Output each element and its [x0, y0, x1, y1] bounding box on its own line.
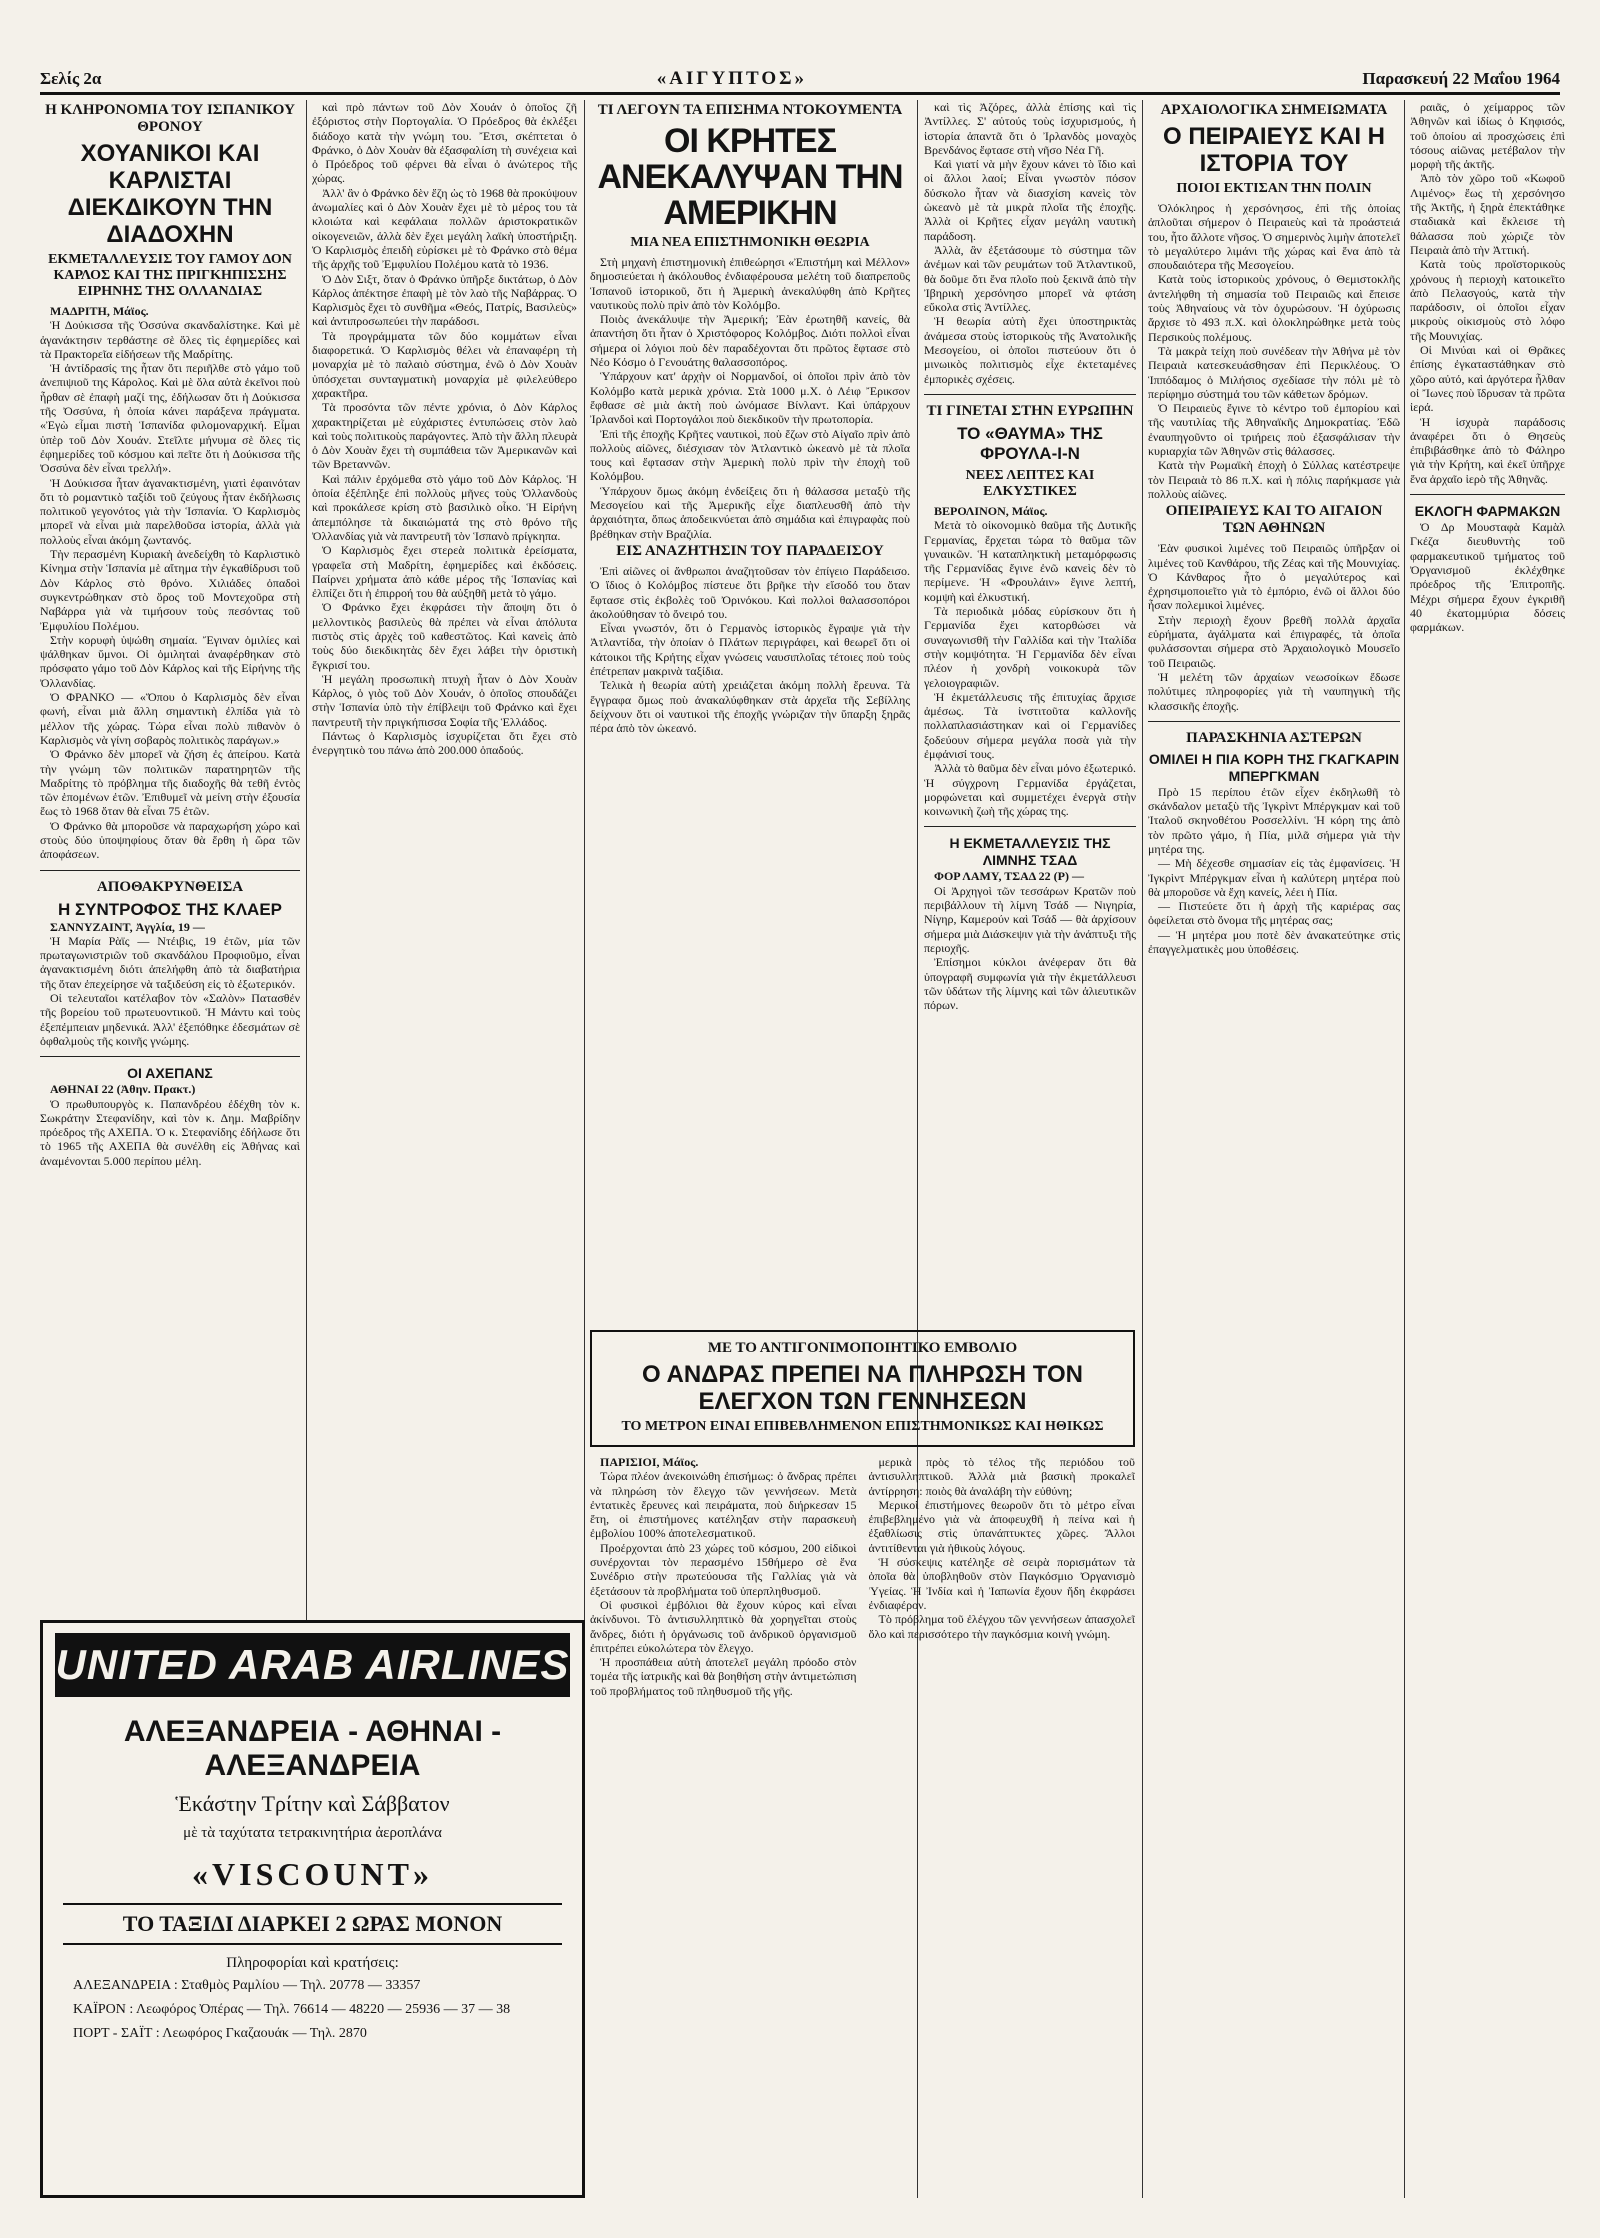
airline-logo: UNITED ARAB AIRLINES — [55, 1633, 570, 1697]
ad-duration: ΤΟ ΤΑΞΙΔΙ ΔΙΑΡΚΕΙ 2 ΩΡΑΣ ΜΟΝΟΝ — [63, 1903, 562, 1945]
paragraph: μερικὰ πρὸς τὸ τέλος τῆς περιόδου τοῦ ἀντισυλληπτικοῦ. Ἀλλὰ μιὰ βασικὴ προκαλεῖ ἀντίρρηση: ποιὸς θὰ ἀναλάβη τὴν εὐθύνη; — [868, 1455, 1135, 1498]
divider — [924, 394, 1136, 395]
paragraph: Οἱ Ἀρχηγοὶ τῶν τεσσάρων Κρατῶν ποὺ περιβάλλουν τὴ λίμνη Τσάδ — Νιγηρία, Νίγηρ, Καμερούν καὶ Τσάδ — θὰ ἀρχίσουν σήμερα μιὰ Διάσκεψιν γιὰ τὴν ἀνάπτυξι τῆς περιοχῆς. — [924, 883, 1136, 955]
article-europe — [924, 100, 1136, 2198]
paragraph: καὶ πρὸ πάντων τοῦ Δὸν Χουάν ὁ ὁποῖος ζῆ ἐξόριστος στὴν Πορτογαλία. Ὁ Πρόεδρος θὰ ἐκλέξει διάδοχο κατὰ τὴν γνώμη του. Ἔτσι, σκέπτεται ὁ Φράνκο, ὁ Δὸν Χουὰν θὰ ἐξασφαλίση τὴ συνέχεια καὶ ὁ Πρόεδρος τοῦ φέρνει θὰ εἶναι ὁ ἀνώτερος τῆς χώρας. — [312, 100, 577, 186]
paragraph: Ἡ ἰσχυρὰ παράδοσις ἀναφέρει ὅτι ὁ Θησεὺς ἐπιβιβάσθηκε ἀπὸ τὸ Φάληρο γιὰ τὴν Κρήτη, καὶ ἐκεῖ ὑπῆρχε ἕνα ἀρχαῖο ἱερὸ τῆς Ἀθηνᾶς. — [1410, 414, 1565, 486]
paragraph: Ἡ προσπάθεια αὐτὴ ἀποτελεῖ μεγάλη πρόοδο στὸν τομέα τῆς ἰατρικῆς καὶ θὰ βοηθήση στὴν ἀντιμετώπιση τοῦ προβλήματος τοῦ πληθυσμοῦ τῆς γῆς. — [590, 1655, 857, 1698]
paragraph: Ἡ ἀντίδρασίς της ἦταν ὅτι περιῆλθε στὸ γάμο τοῦ ἀνεπιψιοῦ της Κάρολος. Καὶ μὲ ὅλα αὐτὰ ἐκεῖνοι ποὺ ἦρθαν σὲ ἐπαφὴ μαζί της, ἐδήλωσαν ὅτι ἡ Δούκισσα τῆς Ὀσσύνα, ἡ ὁποία κάνει παράξενα πράγματα. «Ἐγὼ εἶμαι πιστὴ Ἱσπανίδα φιλομοναρχική. Εἶμαι ὑπὲρ τοῦ Δὸν Χουάν. Στεῖλτε μήνυμα σὲ ὅλες τὶς ἐφημερίδες τοῦ κόσμου καὶ πεῖτε ὅτι ἡ Δούκισσα τῆς Ὀσσύνα δὲν εἶναι τρελλή». — [40, 361, 300, 476]
article-birth-control — [590, 1322, 1135, 1698]
paragraph: Τώρα πλέον ἀνεκοινώθη ἐπισήμως: ὁ ἄνδρας πρέπει νὰ πληρώση τὸν ἔλεγχο τῶν γεννήσεων. Μετὰ ἐντατικὲς ἔρευνες καὶ πειράματα, ποὺ διήρκεσαν 15 ἔτη, οἱ ἐπιστήμονες κατέληξαν στὴν παρασκευὴ ἐμβολίου 100% ἀποτελεσματικοῦ. — [590, 1469, 857, 1541]
paragraph: Ἡ θεωρία αὐτὴ ἔχει ὑποστηρικτὰς ἀνάμεσα στοὺς ἱστορικοὺς τῆς Ἀνατολικῆς Μεσογείου, οἱ ὁποῖοι πιστεύουν ὅτι ὁ μινωικὸς πολιτισμὸς εἶχε ἐκτεταμένες ἐμπορικὲς σχέσεις. — [924, 314, 1136, 386]
page-label: Σελίς 2α — [40, 69, 102, 88]
paragraph: Ἡ Δούκισσα τῆς Ὀσσύνα σκανδαλίστηκε. Καὶ μὲ ἀγανάκτησιν τερθάστηε σὲ ὅλες τὶς ἐφημερίδες καὶ τὰ Πρακτορεῖα εἰδήσεων τῆς Μαδρίτης. — [40, 318, 300, 361]
kicker: ΑΠΟΘΑΚΡΥΝΘΕΙΣΑ — [96, 878, 244, 895]
paragraph: Τελικὰ ἡ θεωρία αὐτὴ χρειάζεται ἀκόμη πολλὴ ἔρευνα. Τὰ ἔγγραφα ὅμως ποὺ ἀνακαλύφθηκαν στὰ ἀρχεῖα τῆς Σεβίλλης δείχνουν ὅτι οἱ ναυτικοὶ τῆς ἐποχῆς γνώριζαν τὴν ὕπαρξη ξηρᾶς πέρα ἀπὸ τὸν ὠκεανό. — [590, 678, 910, 736]
dateline: ΒΕΡΟΛΙΝΟΝ, Μάϊος. — [934, 503, 1048, 518]
paragraph: Ὑπάρχουν κατ' ἀρχὴν οἱ Νορμανδοί, οἱ ὁποῖοι πρὶν ἀπὸ τὸν Κολόμβο κατὰ μερικὰ χρόνια. Στὰ 1000 μ.Χ. ὁ Λέιφ Ἔρικσον ἔφθασε σὲ μιὰ ἀκτὴ ποὺ ὠνόμασε Βίνλαντ. Καὶ ὑπάρχουν Ἰρλανδοὶ καὶ Πορτογάλοι ποὺ διεκδικοῦν τὴν πρωτοπορία. — [590, 369, 910, 427]
divider — [40, 870, 300, 871]
dateline: ΦΟΡ ΛΑΜΥ, ΤΣΑΔ 22 (Ρ) — — [934, 869, 1084, 884]
paragraph: Μερικοὶ ἐπιστήμονες θεωροῦν ὅτι τὸ μέτρο εἶναι ἐπιβεβλημένο γιὰ νὰ ἀποφευχθῆ ἡ πείνα καὶ ἡ ἐξαθλίωσις στὶς ὑπανάπτυκτες χῶρες. Ἄλλοι ἀντιτίθενται γιὰ ἠθικοὺς λόγους. — [868, 1497, 1135, 1555]
kicker: ΠΑΡΑΣΚΗΝΙΑ ΑΣΤΕΡΩΝ — [1186, 729, 1362, 746]
paper-name: «ΑΙΓΥΠΤΟΣ» — [656, 68, 808, 89]
deck: ΜΙΑ ΝΕΑ ΕΠΙΣΤΗΜΟΝΙΚΗ ΘΕΩΡΙΑ — [630, 235, 870, 250]
paragraph: Ἡ μεγάλη προσωπικὴ πτυχὴ ἦταν ὁ Δὸν Χουὰν Κάρλος, ὁ γιὸς τοῦ Δὸν Χουάν, ὁ ὁποῖος σπουδάζει στὴν Ἱσπανία ὑπὸ τὴν ἐπίβλεψι τοῦ Φράνκο καὶ ἔχει παντρευτῆ τὴν πριγκήπισσα Σοφία τῆς Ἑλλάδος. — [312, 671, 577, 729]
paragraph: Ἐπίσημοι κύκλοι ἀνέφεραν ὅτι θὰ ὑπογραφῆ συμφωνία γιὰ τὴν ἐκμετάλλευσι τῶν ὑδάτων τῆς λίμνης καὶ τῶν ἀλιευτικῶν πόρων. — [924, 955, 1136, 1013]
divider — [40, 1056, 300, 1057]
kicker: ΤΙ ΛΕΓΟΥΝ ΤΑ ΕΠΙΣΗΜΑ ΝΤΟΚΟΥΜΕΝΤΑ — [597, 102, 903, 118]
dateline: ΣΑΝΝΥΖΑΙΝΤ, Ἀγγλία, 19 — — [50, 919, 205, 934]
paragraph: Ὁ Καρλισμὸς ἔχει στερεὰ πολιτικὰ ἐρείσματα, γραφεῖα στὴ Μαδρίτη, ἐφημερίδες καὶ ἐκδόσεις. Παίρνει χρήματα ἀπὸ κάθε μέρος τῆς Ἱσπανίας καὶ ἐλπίζει ὅτι ἡ ἐπιρροή του θὰ αὐξηθῆ μετὰ τὸ γάμο. — [312, 543, 577, 601]
dateline: ΜΑΔΡΙΤΗ, Μάϊος. — [50, 304, 149, 318]
subhead: ΕΙΣ ΑΝΑΖΗΤΗΣΙΝ ΤΟΥ ΠΑΡΑΔΕΙΣΟΥ — [616, 542, 884, 559]
headline: ΕΚΛΟΓΗ ΦΑΡΜΑΚΩΝ — [1414, 503, 1561, 520]
paragraph: καὶ τὶς Ἀζόρες, ἀλλὰ ἐπίσης καὶ τὶς Ἀντίλλες. Σ' αὐτούς τοὺς ἰσχυρισμούς, ἡ ἱστορία ἀπαντᾶ ὅτι ὁ Ἰρλανδὸς μοναχὸς Βρενδάνος ἔφτασε στὴ νῆσο Νέα Γῆ. — [924, 100, 1136, 157]
paragraph: — Πιστεύετε ὅτι ἡ ἀρχὴ τῆς καριέρας σας ὀφείλεται στὸ ὄνομα τῆς μητέρας σας; — [1148, 899, 1400, 928]
paragraph: — Ἡ μητέρα μου ποτὲ δὲν ἀνακατεύτηκε στὶς ἐπαγγελματικὲς μου ὑποθέσεις. — [1148, 927, 1400, 957]
headline: ΤΟ «ΘΑΥΜΑ» ΤΗΣ ΦΡΟΥΛΑ-Ι-Ν — [957, 423, 1103, 463]
article-spanish-throne — [40, 100, 300, 1610]
paragraph: Ὑπάρχουν ὅμως ἀκόμη ἐνδείξεις ὅτι ἡ θάλασσα μεταξὺ τῆς Μεσογείου καὶ τῆς Ἀμερικῆς εἶχε διαπλευσθῆ ἀπὸ τὴν ἀρχαιότητα, ὅπως ἀποδεικνύεται ἀπὸ σημάδια καὶ ἐπιγραφὰς ποὺ βρέθηκαν στὴν Βραζιλία. — [590, 483, 910, 541]
paragraph: Κατὰ τοὺς ἱστορικοὺς χρόνους, ὁ Θεμιστοκλῆς ἀντελήφθη τὴ σημασία τοῦ Πειραιῶς καὶ ἔπεισε τοὺς Ἀθηναίους νὰ τὸν ὀχυρώσουν. Ἡ ὀχύρωσις ἄρχισε τὸ 493 π.Χ. καὶ ὁλοκληρώθηκε μετὰ τοὺς Περσικοὺς πολέμους. — [1148, 272, 1400, 344]
kicker: ΜΕ ΤΟ ΑΝΤΙΓΟΝΙΜΟΠΟΙΗΤΙΚΟ ΕΜΒΟΛΙΟ — [707, 1340, 1018, 1356]
paragraph: Κατὰ τοὺς προϊστορικοὺς χρόνους ἡ περιοχὴ κατοικεῖτο ἀπὸ Πελασγούς, κατὰ τὴν παράδοσιν, οἱ ὁποῖοι εἶχαν μικροὺς οἰκισμοὺς στὸ λόφο τῆς Μουνιχίας. — [1410, 257, 1565, 343]
paragraph: ραιᾶς, ὁ χείμαρρος τῶν Ἀθηνῶν καὶ ἰδίως ὁ Κηφισός, τοῦ ὁποίου αἱ προσχώσεις ἐπὶ τόσους αἰῶνας μετέβαλον τὴν μορφὴ τῆς ἀκτῆς. — [1410, 100, 1565, 172]
deck: ΠΟΙΟΙ ΕΚΤΙΣΑΝ ΤΗΝ ΠΟΛΙΝ — [1176, 181, 1372, 196]
paragraph: Ἡ Μαρία Ρὰϊς — Ντέιβις, 19 ἐτῶν, μία τῶν πρωταγωνιστριῶν τοῦ σκανδάλου Προφιοῦμο, εἶναι ἀγανακτισμένη διότι ἀπελήφθη ἀπὸ τὰ διαβατήρια τῆς ὅταν ἐπεχείρησε νὰ ταξιδεύση εἰς τὸ ἐξωτερικόν. — [40, 933, 300, 991]
ad-schedule: Ἑκάστην Τρίτην καὶ Σάββατον — [175, 1791, 450, 1816]
divider — [1148, 721, 1400, 722]
paragraph: Τὴν περασμένη Κυριακὴ ἀνεδείχθη τὸ Καρλιστικὸ Κίνημα στὴν Ἱσπανία μὲ αἴτημα τὴν ἐγκαθίδρυσι τοῦ Δὸν Κάρλος στὸ θρόνο. Χιλιάδες ὀπαδοὶ συγκεντρώθηκαν στὸ ὅρος τοῦ Μοντεχοῦρα στὴ Ναβάρρα γιὰ νὰ τιμήσουν τοὺς πεσόντας τοῦ Ἐμφυλίου Πολέμου. — [40, 547, 300, 633]
headline: Η ΕΚΜΕΤΑΛΛΕΥΣΙΣ ΤΗΣ ΛΙΜΝΗΣ ΤΣΑΔ — [949, 835, 1111, 869]
paragraph: Ἡ μελέτη τῶν ἀρχαίων νεωσοίκων ἔδωσε πολύτιμες πληροφορίες γιὰ τὴ ναυπηγικὴ τῆς κλασσικῆς ἐποχῆς. — [1148, 669, 1400, 713]
paragraph: Καὶ πάλιν ἐρχόμεθα στὸ γάμο τοῦ Δὸν Κάρλος. Ἡ ὁποία ἐξέπληξε ἐπὶ πολλοὺς μῆνες τοὺς Ὀλλανδοὺς καὶ προκάλεσε κρίση στὸ βασιλικὸ οἶκο. Ἡ Εἰρήνη ἀπεμπόλησε τὰ δικαιώματά της στὸ θρόνο τῆς Ὀλλανδίας γιὰ νὰ παντρευτῆ τὸν Ἱσπανὸ πρίγκηπα. — [312, 471, 577, 543]
kicker: ΑΡΧΑΙΟΛΟΓΙΚΑ ΣΗΜΕΙΩΜΑΤΑ — [1160, 102, 1388, 118]
column-rule — [1404, 100, 1405, 2198]
left-column — [590, 1455, 857, 1698]
article-continuation — [312, 100, 577, 1610]
paragraph: Ὁ Πειραιεὺς ἔγινε τὸ κέντρο τοῦ ἐμπορίου καὶ τῆς ναυτιλίας τῆς Ἀθηναϊκῆς Δημοκρατίας. Ἐδῶ ἐναυπηγοῦντο οἱ τριήρεις ποὺ ἐξασφάλισαν τὴν κυριαρχία τῶν Ἀθηνῶν στὶς θάλασσες. — [1148, 401, 1400, 459]
kicker: ΤΙ ΓΙΝΕΤΑΙ ΣΤΗΝ ΕΥΡΩΠΗΝ — [926, 402, 1134, 419]
paragraph: Τὸ πρόβλημα τοῦ ἐλέγχου τῶν γεννήσεων ἀπασχολεῖ ὅλο καὶ περισσότερο τὴν παγκόσμια κοινὴ γνώμη. — [868, 1612, 1135, 1641]
paragraph: Τὰ μακρὰ τείχη ποὺ συνέδεαν τὴν Ἀθήνα μὲ τὸν Πειραιὰ κατεσκευάσθησαν ἐπὶ Περικλέους. Ὁ Ἱππόδαμος ὁ Μιλήσιος σχεδίασε τὴν πόλι μὲ τὸ περίφημο σύστημά του τῶν κάθετων δρόμων. — [1148, 343, 1400, 401]
dateline: ΑΘΗΝΑΙ 22 (Ἀθην. Πρακτ.) — [50, 1082, 196, 1097]
ad-aircraft-note: μὲ τὰ ταχύτατα τετρακινητήρια ἀεροπλάνα — [183, 1825, 442, 1841]
kicker: Η ΚΛΗΡΟΝΟΜΙΑ ΤΟΥ ΙΣΠΑΝΙΚΟΥ ΘΡΟΝΟΥ — [45, 102, 295, 135]
ad-contact: ΚΑΪΡΟΝ : Λεωφόρος Ὀπέρας — Τηλ. 76614 — 48220 — 25936 — 37 — 38 — [73, 2002, 511, 2017]
issue-date: Παρασκευή 22 Μαΐου 1964 — [1362, 69, 1560, 88]
headline: ΟΜΙΛΕΙ Η ΠΙΑ ΚΟΡΗ ΤΗΣ ΓΚΑΓΚΑΡΙΝ ΜΠΕΡΓΚΜΑΝ — [1148, 750, 1400, 784]
paragraph: Πάντως ὁ Καρλισμὸς ἰσχυρίζεται ὅτι ἔχει στὸ ἐνεργητικὸ του πάνω ἀπὸ 200.000 ὀπαδούς. — [312, 729, 577, 758]
paragraph: Ποιὸς ἀνεκάλυψε τὴν Ἀμερική; Ἐὰν ἐρωτηθῆ κανείς, θὰ ἀπαντήση ὅτι ἦταν ὁ Χριστόφορος Κολόμβος. Διότι πολλοὶ εἶναι σήμερα οἱ λόγιοι ποὺ δὲν παραδέχονται ὅτι πρῶτος ἔφτασε στὸ Νέο Κόσμο ὁ Γενουάτης θαλασσοπόρος. — [590, 312, 910, 370]
paragraph: Στὴ μηχανὴ ἐπιστημονικὴ ἐπιθεώρησι «Ἐπιστήμη καὶ Μέλλον» δημοσιεύεται ἡ ἀκόλουθος ἐνδιαφέρουσα μελέτη τοῦ διαπρεποῦς Ἱσπανοῦ ἱστορικοῦ, ὅτι ἡ Ἀμερικὴ ἀνεκαλύφθη ἀπὸ Κρῆτες ναυτικοὺς πολὺ πρὶν ἀπὸ τὸν Κολόμβο. — [590, 255, 910, 312]
deck: ΤΟ ΜΕΤΡΟΝ ΕΙΝΑΙ ΕΠΙΒΕΒΛΗΜΕΝΟΝ ΕΠΙΣΤΗΜΟΝΙΚΩΣ ΚΑΙ ΗΘΙΚΩΣ — [621, 1419, 1104, 1434]
column-rule — [917, 100, 918, 2198]
paragraph: Οἱ φυσικοὶ ἐμβόλιοι θὰ ἔχουν κύρος καὶ εἶναι ἀκίνδυνοι. Τὸ ἀντισυλληπτικὸ θὰ χορηγεῖται στοὺς ἄνδρες, διότι ἡ ὀργάνωσις τοῦ ἀνδρικοῦ ὀργανισμοῦ ἐπιτρέπει εὐκολώτερα τὸν ἔλεγχο. — [590, 1597, 857, 1655]
headline: Ο ΑΝΔΡΑΣ ΠΡΕΠΕΙ ΝΑ ΠΛΗΡΩΣΗ ΤΟΝ ΕΛΕΓΧΟΝ ΤΩΝ ΓΕΝΝΗΣΕΩΝ — [642, 1361, 1083, 1415]
right-column — [869, 1455, 1136, 1698]
paragraph: Ἐὰν φυσικοὶ λιμένες τοῦ Πειραιῶς ὑπῆρξαν οἱ λιμένες τοῦ Κανθάρου, τῆς Ζέας καὶ τῆς Μουνιχίας. Ὁ Κάνθαρος ἦτο ὁ μεγαλύτερος καὶ ἐχρησιμοποιεῖτο γιὰ τὸ ἐμπόριο, ἐνῶ οἱ ἄλλοι δύο ἦσαν πολεμικοὶ λιμένες. — [1148, 541, 1400, 613]
ad-route: ΑΛΕΞΑΝΔΡΕΙΑ - ΑΘΗΝΑΙ - ΑΛΕΞΑΝΔΡΕΙΑ — [123, 1715, 502, 1782]
headline: ΟΙ ΚΡΗΤΕΣ ΑΝΕΚΑΛΥΨΑΝ ΤΗΝ ΑΜΕΡΙΚΗΝ — [597, 122, 903, 232]
masthead — [40, 66, 1560, 95]
paragraph: Ἐπὶ αἰῶνες οἱ ἄνθρωποι ἀναζητοῦσαν τὸν ἐπίγειο Παράδεισο. Ὁ ἴδιος ὁ Κολόμβος πίστευε ὅτι βρῆκε τὴν εἴσοδό του ὅταν ἔφτασε στὶς ἐκβολὲς τοῦ Ὀρινόκου. Καὶ πολλοὶ θαλασσοπόροι ἀκολούθησαν τὸ ὄνειρό του. — [590, 563, 910, 621]
paragraph: Ὁ Φράνκο θὰ μποροῦσε νὰ παραχωρήση χώρο καὶ στοὺς δύο ὑποψηφίους ὅταν θὰ ἔρθη ἡ ὥρα τῶν ἀποφάσεων. — [40, 818, 300, 862]
paragraph: Στὴν κορυφὴ ὑψώθη σημαία. Ἔγιναν ὁμιλίες καὶ ψάλθηκαν ὕμνοι. Οἱ ὁμιληταὶ ἀναφέρθηκαν στὸ πρόσφατο γάμο τοῦ Δὸν Κάρλος καὶ τῆς Εἰρήνης τῆς Ὀλλανδίας. — [40, 632, 300, 690]
ad-info: Πληροφορίαι καὶ κρατήσεις: — [226, 1955, 399, 1971]
article-piraeus — [1148, 100, 1400, 2198]
article-cretans-america — [590, 100, 910, 1315]
deck: ΝΕΕΣ ΛΕΠΤΕΣ ΚΑΙ ΕΛΚΥΣΤΙΚΕΣ — [965, 467, 1095, 499]
dateline: ΠΑΡΙΣΙΟΙ, Μάϊος. — [600, 1455, 699, 1469]
paragraph: Στὴν περιοχὴ ἔχουν βρεθῆ πολλὰ ἀρχαῖα εὑρήματα, ἀγάλματα καὶ ἐπιγραφές, τὰ ὁποῖα φυλάσσονται σήμερα στὸ Ἀρχαιολογικὸ Μουσεῖο τοῦ Πειραιῶς. — [1148, 612, 1400, 670]
paragraph: Ἡ Δούκισσα ἦταν ἀγανακτισμένη, γιατὶ ἐφαινόταν ὅτι τὸ ρομαντικὸ ταξίδι τοῦ ζεύγους ἦταν ἐκδήλωσις πολιτικοῦ γεγονότος γιὰ τὴν Ἱσπανία. Ὁ Καρλισμὸς μπορεῖ νὰ εἶναι μιὰ παρελθοῦσα ἱστορία, ἀλλὰ γιὰ πολλοὺς εἶναι ἀκόμη ζωντανός. — [40, 475, 300, 547]
paragraph: Καὶ γιατί νὰ μὴν ἔχουν κάνει τὸ ἴδιο καὶ οἱ ἄλλοι λαοί; Εἶναι γνωστὸν πόσον δύσκολο ἦταν νὰ διασχίση κανεὶς τὸν ὠκεανὸ μὲ τὰ μικρὰ πλοῖα τῆς ἐποχῆς. Ἀλλὰ οἱ Κρῆτες εἶχαν μεγάλη ναυτικὴ παράδοση. — [924, 157, 1136, 243]
paragraph: Ὁ ΦΡΑΝΚΟ — «Ὅπου ὁ Καρλισμὸς δὲν εἶναι φωνή, εἶναι μιὰ ἄλλη σημαντικὴ ἐλπίδα γιὰ τὸ μέλλον τῆς χώρας. Τώρα εἶναι πολὺ πιθανὸν ὁ Καρλισμὸς νὰ γίνη σοβαρὸς πολιτικὸς παράγων.» — [40, 690, 300, 747]
airline-advertisement — [40, 1620, 585, 2198]
headline: ΧΟΥΑΝΙΚΟΙ ΚΑΙ ΚΑΡΛΙΣΤΑΙ ΔΙΕΚΔΙΚΟΥΝ ΤΗΝ ΔΙΑΔΟΧΗΝ — [67, 140, 273, 248]
paragraph: Ἀπὸ τὸν χῶρο τοῦ «Κωφοῦ Λιμένος» ἔως τὴ χερσόνησο τῆς Ἀκτῆς, ἡ ξηρὰ ἐπεκτάθηκε σταδιακὰ καὶ ἔκλεισε τὴ θάλασσα ποὺ χώριζε τὸν Πειραιὰ ἀπὸ τὴν Ἀττική. — [1410, 171, 1565, 257]
paragraph: Ὁ Φράνκο δὲν μπορεῖ νὰ ζήση ἐς ἀπείρου. Κατὰ τὴν γνώμη τῶν πολιτικῶν παρατηρητῶν τῆς Μαδρίτης τὸ πρόβλημα τῆς διαδοχῆς θὰ τεθῆ ἐντὸς τῶν ἑπομένων ἐτῶν. Ἐπιθυμεῖ νὰ μείνη στὴν ἐξουσία ἕως τὸ 1968 ὅταν θὰ εἶναι 75 ἐτῶν. — [40, 747, 300, 819]
paragraph: Κατὰ τὴν Ρωμαϊκὴ ἐποχὴ ὁ Σύλλας κατέστρεψε τὸν Πειραιὰ τὸ 86 π.Χ. καὶ ἡ πόλις παρήκμασε γιὰ πολλοὺς αἰῶνες. — [1148, 458, 1400, 501]
paragraph: Πρὸ 15 περίπου ἐτῶν εἶχεν ἐκδηλωθῆ τὸ σκάνδαλον μεταξὺ τῆς Ἰγκρὶντ Μπέργκμαν καὶ τοῦ Ἰταλοῦ σκηνοθέτου Ροσσελλίνι. Ἡ κόρη της ἀπὸ τὸν πρῶτο γάμο, ἡ Πία, μιλᾶ σήμερα γιὰ τὴν μητέρα της. — [1148, 784, 1400, 856]
paragraph: Ὁ Φράνκο ἔχει ἐκφράσει τὴν ἄποψη ὅτι ὁ μελλοντικὸς βασιλεὺς θὰ πρέπει νὰ εἶναι ἀπόλυτα πιστὸς στὶς ἀρχὲς τοῦ καθεστῶτος. Καὶ κανεὶς ἀπὸ τοὺς δύο διεκδικητὰς δὲν ἔχει λάβει τὴν ὁριστικὴ ἔγκρισί του. — [312, 600, 577, 672]
column-rule — [1142, 100, 1143, 2198]
headline: Ο ΠΕΙΡΑΙΕΥΣ ΚΑΙ Η ΙΣΤΟΡΙΑ ΤΟΥ — [1163, 123, 1385, 177]
paragraph: Ἀλλὰ τὸ θαῦμα δὲν εἶναι μόνο ἐξωτερικό. Ἡ σύγχρονη Γερμανίδα ἐργάζεται, μορφώνεται καὶ συμμετέχει ἐνεργὰ στὴν κοινωνικὴ ζωὴ τῆς χώρας της. — [924, 761, 1136, 819]
paragraph: Τὰ προγράμματα τῶν δύο κομμάτων εἶναι διαφορετικά. Ὁ Καρλισμὸς θέλει νὰ ἐπαναφέρη τὴ μοναρχία μὲ τὸ παλαιὸ σύστημα, ἐνῶ ὁ Δὸν Χουὰν ὑπόσχεται συνταγματικὴ μοναρχία μὲ φιλελεύθερο χαρακτῆρα. — [312, 328, 577, 400]
paragraph: Προέρχονται ἀπὸ 23 χώρες τοῦ κόσμου, 200 εἰδικοὶ συνέρχονται τὸν περασμένο 15θήμερο σὲ ἕνα Συνέδριο στὴν πρωτεύουσα τῆς Γαλλίας γιὰ νὰ ἐξετάσουν τὰ προβλήματα τοῦ ὑπερπληθυσμοῦ. — [590, 1540, 857, 1598]
paragraph: Τὰ προσόντα τῶν πέντε χρόνια, ὁ Δὸν Κάρλος χαρακτηρίζεται μὲ εὐχάριστες ἐντυπώσεις στὸν λαὸ καὶ τοὺς πολιτικοὺς παράγοντες. Ἀπὸ τὴν ἄλλη πλευρὰ ὁ Δὸν Χουὰν ἔχει τὴ συμπάθεια τῶν Ἀμερικανῶν καὶ τῶν Βρεταννῶν. — [312, 400, 577, 472]
paragraph: Μετὰ τὸ οἰκονομικὸ θαῦμα τῆς Δυτικῆς Γερμανίας, ἔρχεται τώρα τὸ θαῦμα τῶν γυναικῶν. Ἡ καταπληκτικὴ μεταμόρφωσις τῆς Γερμανίδας ἔγινε ἐνῶ κανεὶς δὲν τὸ περίμενε. Ἡ «Φρουλάιν» ἔγινε λεπτή, κομψὴ καὶ ἐλκυστική. — [924, 518, 1136, 604]
headline: Η ΣΥΝΤΡΟΦΟΣ ΤΗΣ ΚΛΑΕΡ — [57, 899, 283, 919]
paragraph: Ἀλλὰ, ἂν ἐξετάσουμε τὸ σύστημα τῶν ἀνέμων καὶ τῶν ρευμάτων τοῦ Ἀτλαντικοῦ, θὰ δοῦμε ὅτι ἕνα πλοῖο ποὺ ξεκινᾶ ἀπὸ τὴν Ἰβηρικὴ χερσόνησο μπορεῖ νὰ φτάση εὔκολα στὶς Ἀντίλλες. — [924, 242, 1136, 315]
headline-box — [590, 1330, 1135, 1447]
paragraph: Ὁ Δρ Μουσταφὰ Καμὰλ Γκέζα διευθυντὴς τοῦ φαρμακευτικοῦ τμήματος τοῦ Ὀργανισμοῦ ἐκλέχθηκε πρόεδρος τῆς Ἐπιτροπῆς. Μέχρι σήμερα ἔχουν ἐγκριθῆ 40 ἐκατομμύρια δόσεις φαρμάκων. — [1410, 520, 1565, 635]
paragraph: Οἱ τελευταῖοι κατέλαβον τὸν «Σαλὸν» Πατασθέν τῆς βορείου τοῦ πρωτευοντικοῦ. Ἡ Μάντυ καὶ τοὺς ἐξεπέμπειαν μηδενικά. Ἀλλ' ἐξεπόθηκε ἐδεσμάτων σὲ ὀφθαλμοὺς τῆς κοινῆς γνώμης. — [40, 991, 300, 1048]
paragraph: Οἱ Μινύαι καὶ οἱ Θρᾶκες ἐπίσης ἐγκαταστάθηκαν στὸ χῶρο αὐτό, καὶ ἀργότερα ἦλθαν οἱ Ἴωνες ποὺ ἵδρυσαν τὰ πρῶτα ἱερά. — [1410, 343, 1565, 415]
divider — [924, 826, 1136, 827]
paragraph: Τὰ περιοδικὰ μόδας εὑρίσκουν ὅτι ἡ Γερμανίδα ἔχει κατορθώσει νὰ συναγωνισθῆ τὴν Γαλλίδα καὶ τὴν Ἰταλίδα στὴν κομψότητα. Ἡ Γερμανίδα δὲν εἶναι πλέον ἡ χονδρὴ νοικοκυρὰ τῶν γελοιογραφιῶν. — [924, 604, 1136, 690]
subhead: ΟΠΕΙΡΑΙΕΥΣ ΚΑΙ ΤΟ ΑΙΓΑΙΟΝ ΤΩΝ ΑΘΗΝΩΝ — [1165, 503, 1383, 537]
headline: ΟΙ ΑΧΕΠΑΝΣ — [127, 1065, 213, 1082]
paragraph: Ὁλόκληρος ἡ χερσόνησος, ἐπὶ τῆς ὁποίας ἀπλοῦται σήμερον ὁ Πειραιεὺς καὶ τὰ προάστειά του, ἦτο ἄλλοτε νῆσος. Ὁ σημερινὸς λιμὴν ἀποτελεῖ τὸ μεγαλύτερο λιμάνι τῆς χώρας καὶ ἕνα ἀπὸ τὰ σπουδαιότερα τῆς Μεσογείου. — [1148, 201, 1400, 273]
two-columns — [590, 1455, 1135, 1698]
paragraph: Ἡ ἐκμετάλλευσις τῆς ἐπιτυχίας ἄρχισε ἀμέσως. Τὰ ἰνστιτοῦτα καλλονῆς πολλαπλασιάστηκαν καὶ οἱ Γερμανίδες ξοδεύουν σήμερα μεγάλα ποσὰ γιὰ τὴν ἐμφάνισί τους. — [924, 689, 1136, 761]
deck: ΕΚΜΕΤΑΛΛΕΥΣΙΣ ΤΟΥ ΓΑΜΟΥ ΔΟΝ ΚΑΡΛΟΣ ΚΑΙ ΤΗΣ ΠΡΙΓΚΗΠΙΣΣΗΣ ΕΙΡΗΝΗΣ ΤΗΣ ΟΛΛΑΝΔΙΑΣ — [48, 252, 292, 299]
paragraph: Ὁ Δὸν Σιξτ, ὅταν ὁ Φράνκο ὑπῆρξε δικτάτωρ, ὁ Δὸν Κάρλος ἀπέκτησε ἐπαφὴ μὲ τὸν λαὸ τῆς Ναβάρρας. Ὁ Καρλισμὸς ἔχει τὸ συνθῆμα «Θεός, Πατρίς, Βασιλεὺς» καὶ ἀντιπροσωπεύει τὴν παράδοσι. — [312, 271, 577, 329]
divider — [1410, 494, 1565, 495]
article-piraeus-continued — [1410, 100, 1565, 2198]
paragraph: Εἶναι γνωστόν, ὅτι ὁ Γερμανὸς ἱστορικὸς ἔγραψε γιὰ τὴν Ἀτλαντίδα, τὴν ὁποίαν ὁ Πλάτων περιγράφει, καὶ θεωρεῖ ὅτι οἱ κάτοικοι τῆς Κρήτης εἶχαν γνώσεις ναυσιπλοΐας τέτοιες ποὺ τοὺς ἐπέτρεπαν μακρινὰ ταξίδια. — [590, 621, 910, 679]
paragraph: Ἀλλ' ἂν ὁ Φράνκο δὲν ἔζη ὡς τὸ 1968 θὰ προκύψουν ἀνωμαλίες καὶ ὁ Δὸν Χουὰν ἔχει μὲ τὸ μέρος του τὰ κλοιώτα καὶ κεφάλαια πολλῶν ἀριστοκρατικῶν οἰκογενειῶν, ἀλλὰ δὲν ἔχει μεγάλη λαϊκὴ ὑποστήριξη. Ὁ Καρλισμὸς ἐπειδὴ εὑρίσκει μὲ τὸ Φράνκο στὸ θέμα τῆς ἀρχῆς τοῦ Ἐμφυλίου Πολέμου κατὰ τὸ 1936. — [312, 185, 577, 272]
paragraph: Ὁ πρωθυπουργὸς κ. Παπανδρέου ἐδέχθη τὸν κ. Σωκράτην Στεφανίδην, καὶ τὸν κ. Δημ. Μαβρίδην πρόεδρος τῆς ΑΧΕΠΑ. Ὁ κ. Στεφανίδης ἐδήλωσε ὅτι τὸ 1965 τῆς ΑΧΕΠΑ θὰ συνέλθη εἰς Ἀθήνας καὶ ἀναμένονται 5.000 περίπου μέλη. — [40, 1096, 300, 1168]
paragraph: Ἡ σύσκεψις κατέληξε σὲ σειρὰ πορισμάτων τὰ ὁποῖα θὰ ὑποβληθοῦν στὸν Παγκόσμιο Ὀργανισμὸ Ὑγείας. Ἡ Ἰνδία καὶ ἡ Ἰαπωνία ἔχουν ἤδη ἐκφράσει ἐνδιαφέρον. — [868, 1555, 1135, 1612]
ad-contact: ΑΛΕΞΑΝΔΡΕΙΑ : Σταθμὸς Ραμλίου — Τηλ. 20778 — 33357 — [73, 1978, 421, 1993]
ad-contact: ΠΟΡΤ - ΣΑΪΤ : Λεωφόρος Γκαζαουάκ — Τηλ. 2870 — [73, 2026, 367, 2041]
paragraph: Ἐπὶ τῆς ἐποχῆς Κρῆτες ναυτικοὶ, ποὺ ἔζων στὸ Αἰγαῖο πρὶν ἀπὸ πολλοὺς αἰῶνες, διέσχισαν τὸν Ἀτλαντικὸ ὠκεανὸ μὲ τὰ πλοῖα τους καὶ ἔφτασαν στὴν Ἀμερικὴ πολὺ πρὶν τὴν ἐποχὴ τοῦ Κολόμβου. — [590, 426, 910, 484]
paragraph: — Μὴ δέχεσθε σημασίαν εἰς τὰς ἐμφανίσεις. Ἡ Ἰγκρὶντ Μπέργκμαν εἶναι ἡ καλύτερη μητέρα ποὺ θὰ μποροῦσε νὰ ἔχη κανείς, λέει ἡ Πία. — [1148, 856, 1400, 899]
ad-aircraft: «VISCOUNT» — [192, 1856, 433, 1892]
